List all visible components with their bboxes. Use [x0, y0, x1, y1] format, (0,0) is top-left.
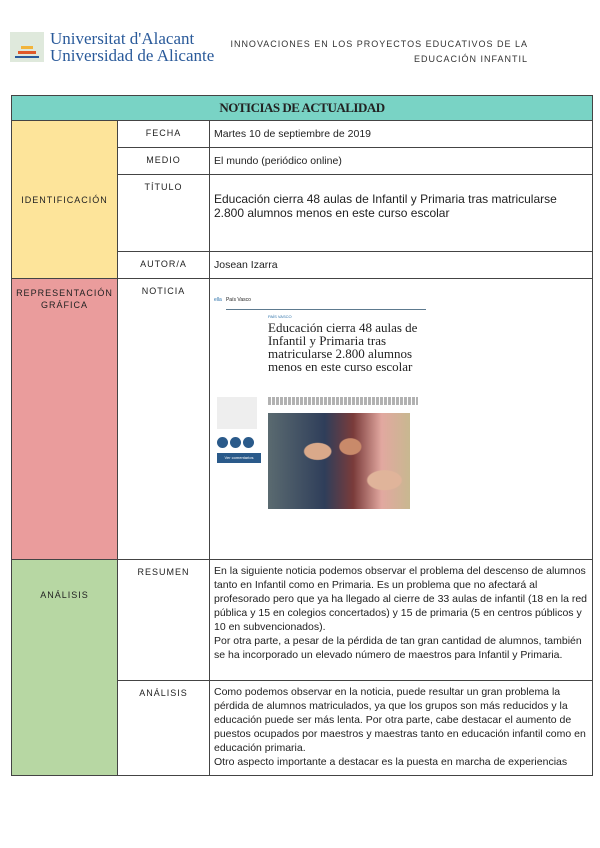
clip-kicker: PAÍS VASCO [268, 314, 292, 319]
facebook-icon[interactable] [217, 437, 228, 448]
value-autoria: Josean Izarra [210, 252, 593, 279]
view-comments-button[interactable]: Ver comentarios [217, 453, 261, 463]
resumen-paragraph-2: Por otra parte, a pesar de la pérdida de tan gran cantidad de alumnos, también se ha incorporado un elevado número de maestros para Infantil y Primaria. [214, 635, 582, 661]
label-resumen: RESUMEN [118, 560, 210, 681]
value-fecha: Martes 10 de septiembre de 2019 [210, 121, 593, 148]
logo-line-1: Universitat d'Alacant [50, 29, 195, 48]
clip-nav-logo: ella [214, 297, 222, 303]
section-representacion: REPRESENTACIÓN GRÁFICA [12, 279, 118, 560]
label-autoria: AUTOR/A [118, 252, 210, 279]
analisis-paragraph-2: Otro aspecto importante a destacar es la puesta en marcha de experiencias [214, 756, 568, 768]
twitter-icon[interactable] [230, 437, 241, 448]
resumen-paragraph-1: En la siguiente noticia podemos observar el problema del descenso de alumnos tanto en Infantil como en Primaria. Es un problema que no afectará al profesorado pero que ya ha llegado al cierre de 33 aulas de infantil (18 en la red pública y 15 en colegios concertados) y 15 de primaria (5 en centros públicos y 10 en subvencionados). [214, 565, 588, 633]
document-header [230, 37, 528, 67]
logo-line-2: Universidad de Alicante [50, 46, 215, 65]
label-fecha: FECHA [118, 121, 210, 148]
email-icon[interactable] [243, 437, 254, 448]
clip-nav-section: País Vasco [225, 297, 251, 303]
news-clipping-image [214, 289, 426, 519]
label-titulo: TÍTULO [118, 175, 210, 252]
header-line-2: EDUCACIÓN INFANTIL [413, 54, 528, 64]
header-line-1: INNOVACIONES EN LOS PROYECTOS EDUCATIVOS DE LA [230, 39, 528, 49]
value-medio: El mundo (periódico online) [210, 148, 593, 175]
label-medio: MEDIO [118, 148, 210, 175]
clip-headline: Educación cierra 48 aulas de Infantil y Primaria tras matricularse 2.800 alumnos menos en este curso escolar [268, 320, 418, 374]
university-logo [10, 30, 214, 64]
label-noticia: NOTICIA [118, 279, 210, 560]
value-titulo: Educación cierra 48 aulas de Infantil y Primaria tras matricularse 2.800 alumnos menos en este curso escolar [210, 175, 593, 252]
news-photo [268, 413, 410, 509]
section-identificacion: IDENTIFICACIÓN [12, 121, 118, 279]
logo-emblem [10, 32, 44, 62]
news-clipping-cell [210, 279, 593, 560]
label-analisis: ANÁLISIS [118, 681, 210, 776]
analisis-paragraph-1: Como podemos observar en la noticia, puede resultar un gran problema la pérdida de alumnos matriculados, ya que los grupos son más reducidos y la educación puede ser más lenta. Por otra parte, cabe destacar el aumento de puestos ocupados por maestros y maestras tanto en educación infantil como en educación primaria. [214, 686, 586, 754]
table-title: NOTICIAS DE ACTUALIDAD [12, 96, 593, 121]
section-analisis: ANÁLISIS [12, 560, 118, 776]
news-table [11, 95, 593, 776]
